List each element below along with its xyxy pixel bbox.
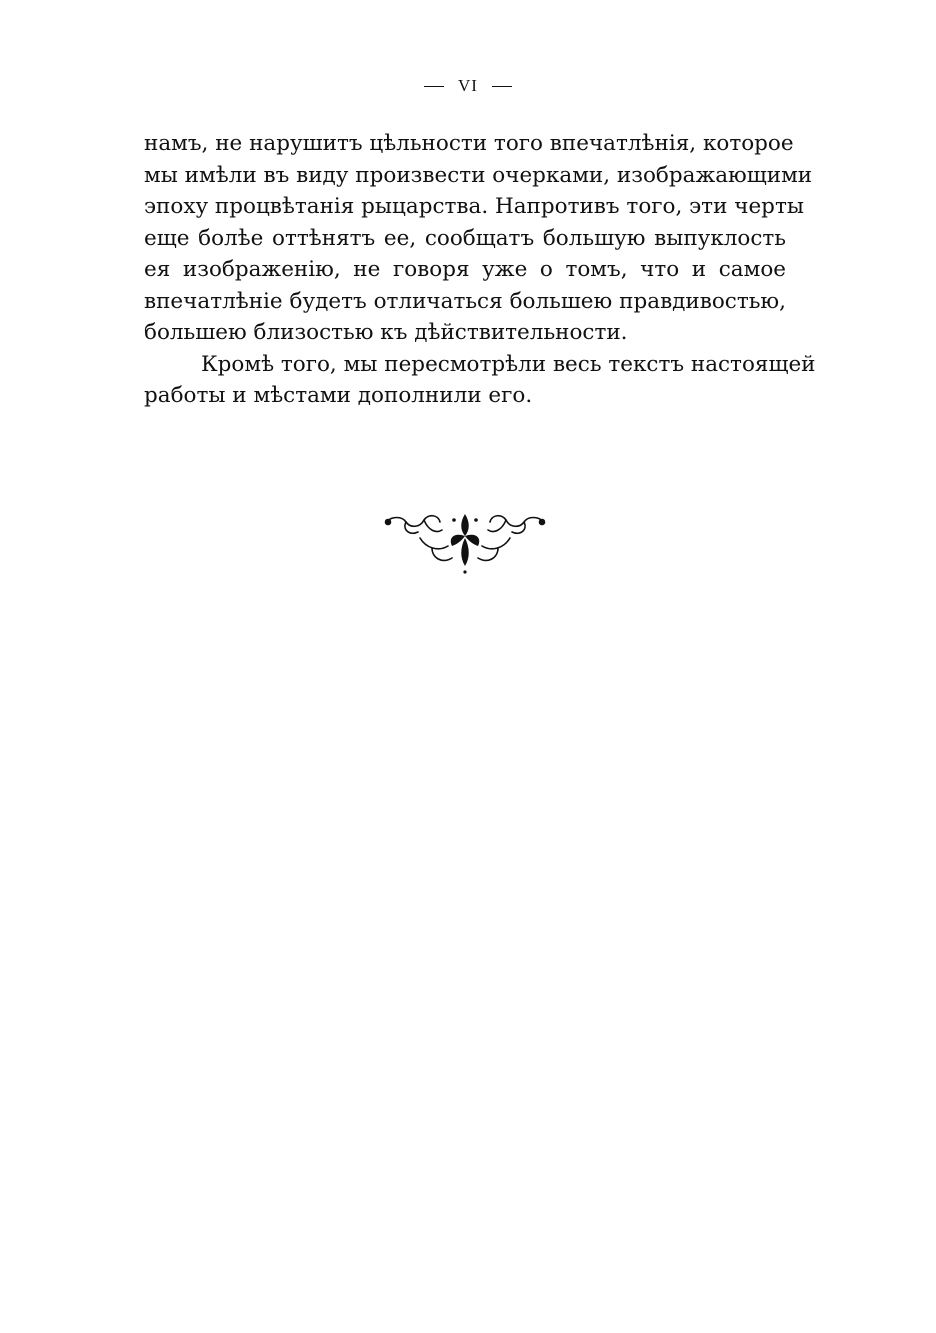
floral-tailpiece-ornament-icon [380, 508, 550, 578]
text-line: работы и мѣстами дополнили его. [144, 383, 533, 408]
text-line: эпоху процвѣтанія рыцарства. Напротивъ того, эти черты [144, 194, 804, 219]
text-line: ея изображенію, не говоря уже о томъ, что и самое [144, 257, 786, 282]
header-dash-right [492, 86, 512, 87]
text-line: намъ, не нарушитъ цѣльности того впечатлѣнія, которое [144, 131, 794, 156]
text-line: впечатлѣніе будетъ отличаться большею правдивостью, [144, 288, 786, 314]
body-text [144, 128, 816, 412]
text-line: большею близостью къ дѣйствительности. [144, 320, 628, 345]
paragraph-2 [144, 349, 816, 412]
text-line: мы имѣли въ виду произвести очерками, изображающими [144, 162, 813, 188]
header-dash-left [424, 86, 444, 87]
page-header [0, 72, 936, 97]
paragraph-1 [144, 128, 813, 349]
text-line: еще болѣе оттѣнятъ ее, сообщатъ большую выпуклость [144, 225, 786, 251]
text-line: Кромѣ того, мы пересмотрѣли весь текстъ настоящей [201, 351, 816, 377]
page-number: VI [458, 76, 478, 95]
